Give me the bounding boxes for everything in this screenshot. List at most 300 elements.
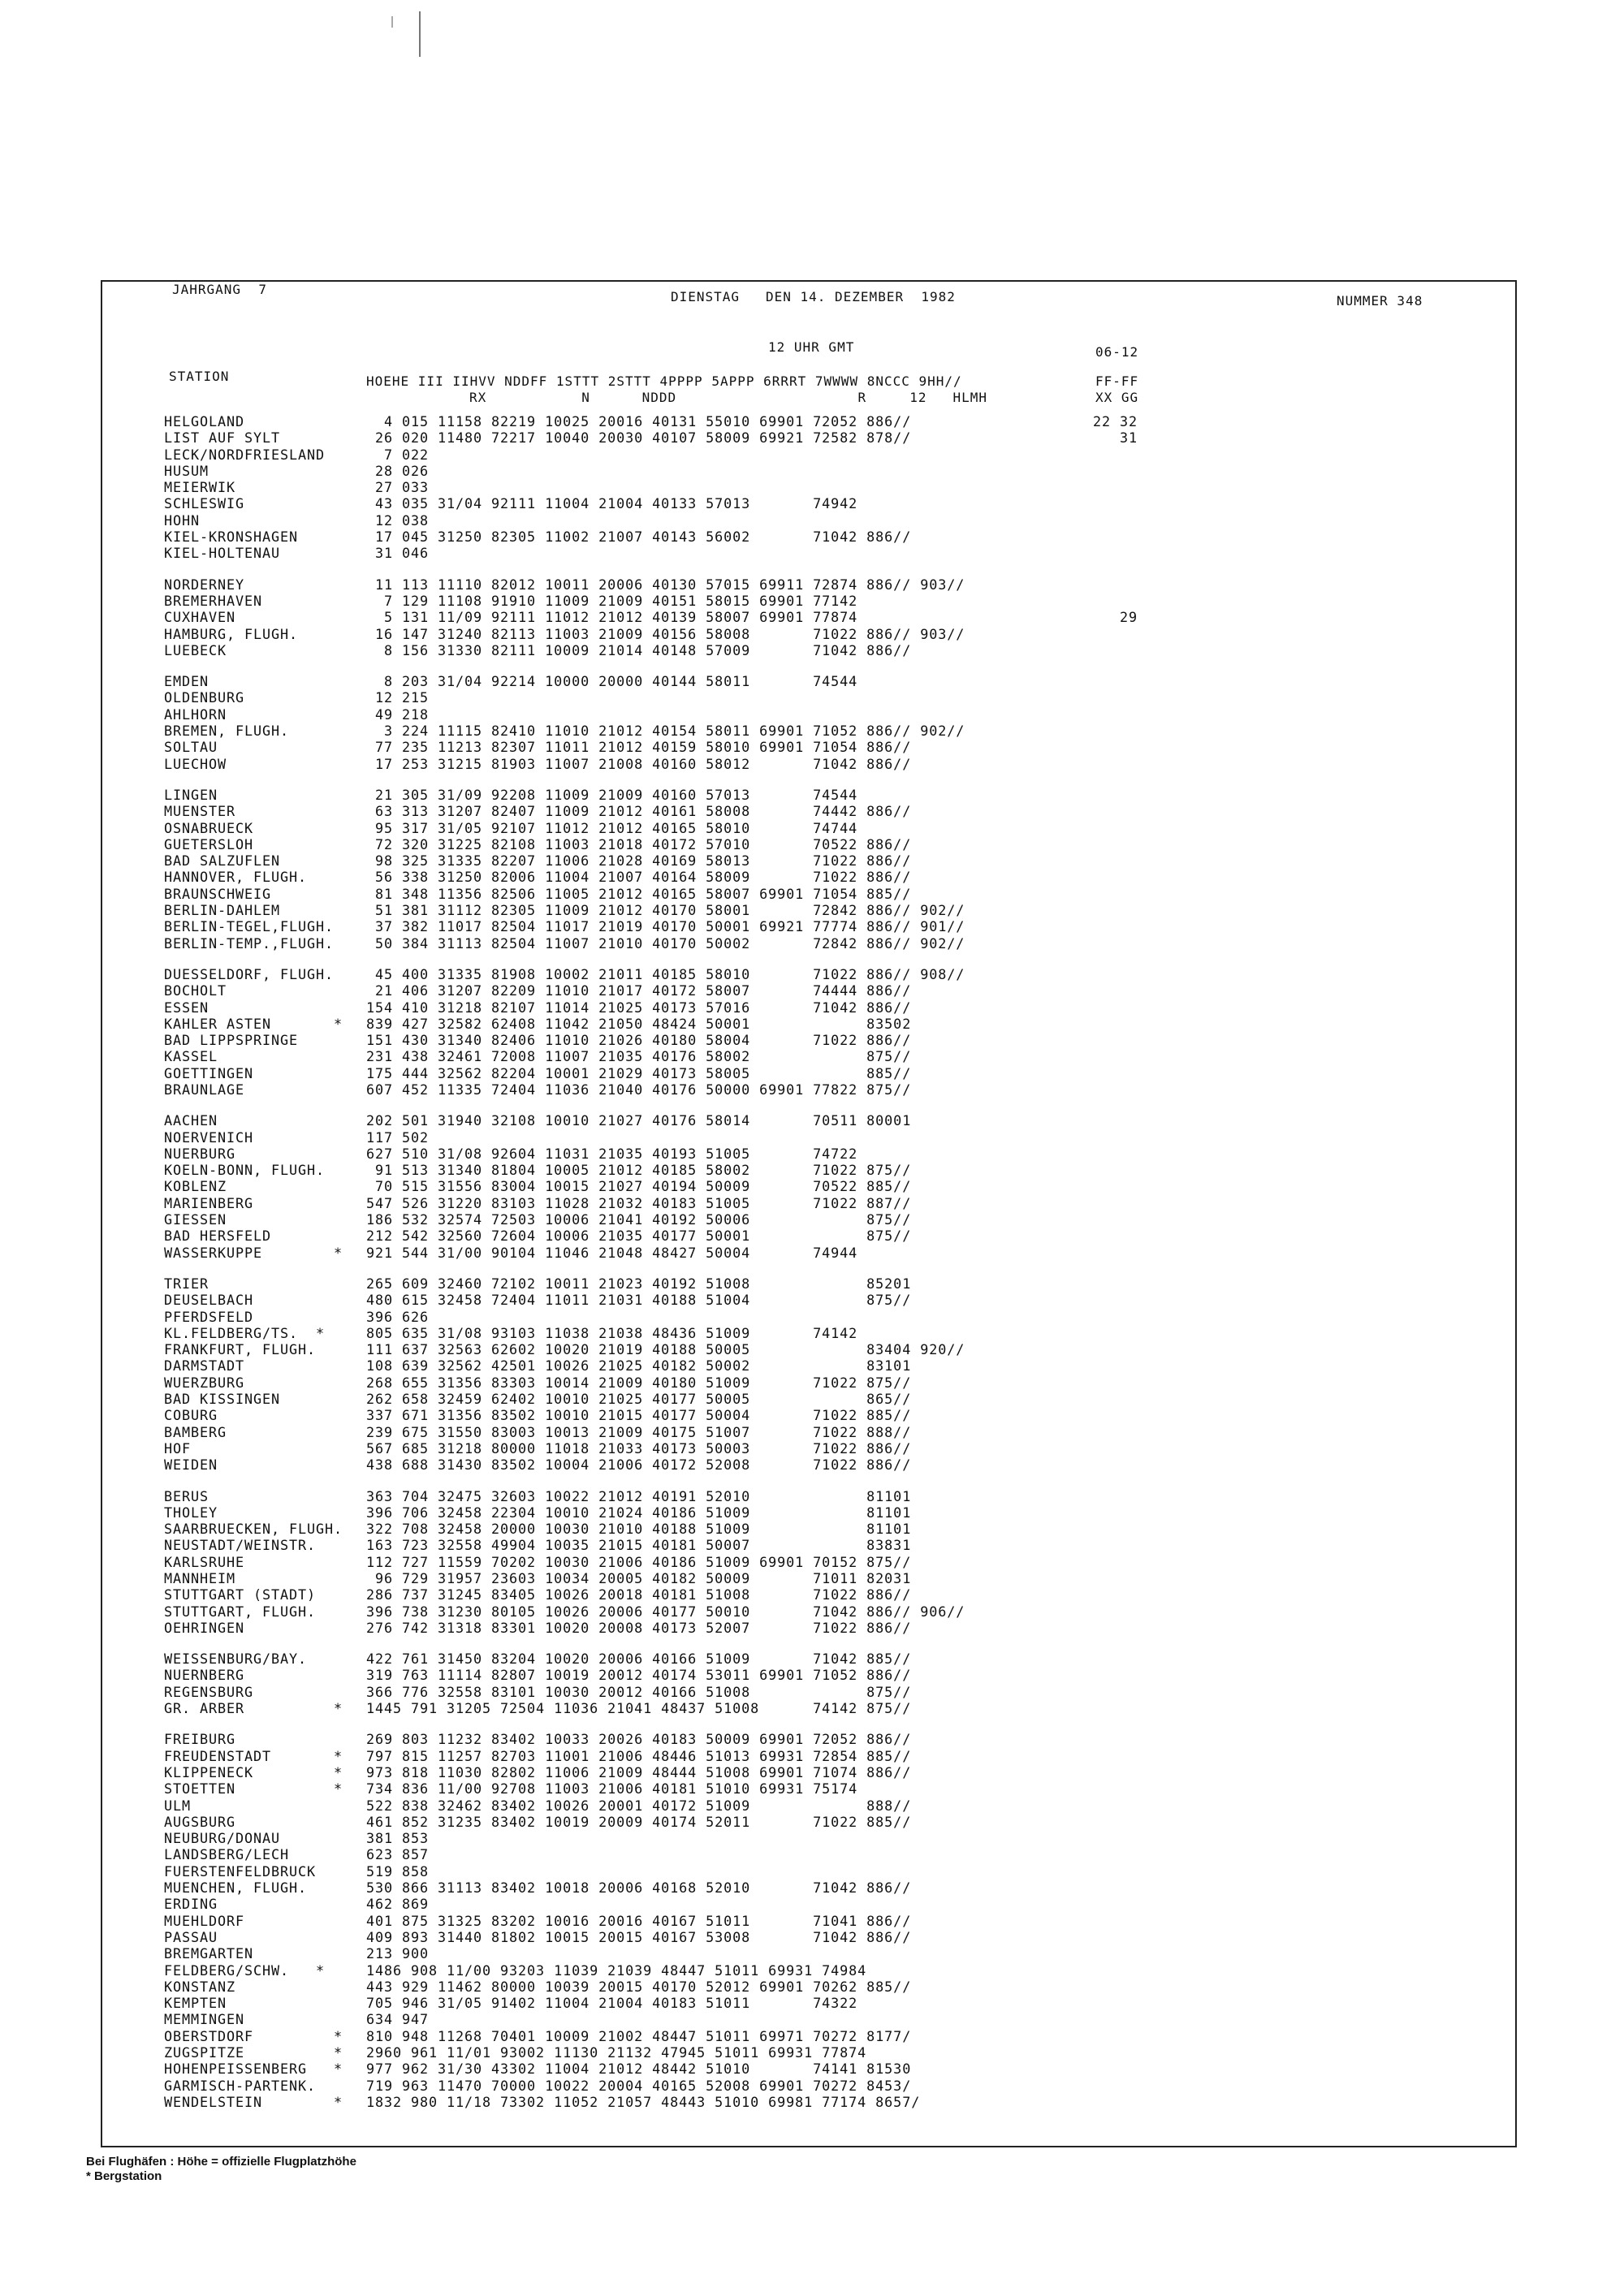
station-gust xyxy=(1093,1684,1138,1700)
station-data: 26 020 11480 72217 10040 20030 40107 58009 69921 72582 878// xyxy=(366,429,912,447)
station-gust xyxy=(1093,852,1138,869)
jahrgang: JAHRGANG 7 xyxy=(172,282,267,297)
station-gust xyxy=(1093,1603,1138,1620)
station-name: ULM xyxy=(164,1797,192,1814)
station-data: 108 639 32562 42501 10026 21025 40182 50002 83101 xyxy=(366,1357,912,1375)
station-gust xyxy=(1093,803,1138,819)
station-name: BRAUNSCHWEIG xyxy=(164,885,272,902)
station-gust xyxy=(1093,1700,1138,1716)
station-gust xyxy=(1093,1275,1138,1292)
station-data: 797 815 11257 82703 11001 21006 48446 51013 69931 72854 885// xyxy=(366,1747,912,1764)
station-gust xyxy=(1093,1798,1138,1814)
station-name: KOBLENZ xyxy=(164,1178,227,1195)
station-name: BOCHOLT xyxy=(164,982,227,999)
station-data: 462 869 xyxy=(366,1896,430,1913)
station-data: 519 858 xyxy=(366,1862,430,1880)
station-data: 422 761 31450 83204 10020 20006 40166 51009 71042 885// xyxy=(366,1651,912,1668)
footnotes xyxy=(86,2155,356,2184)
station-gust xyxy=(1093,545,1138,561)
station-data: 186 532 32574 72503 10006 21041 40192 50006 875// xyxy=(366,1211,912,1228)
station-data: 1445 791 31205 72504 11036 21041 48437 51008 74142 875// xyxy=(366,1700,912,1717)
group-spacer xyxy=(164,1636,343,1651)
station-data: 151 430 31340 82406 11010 21026 40180 58004 71022 886// xyxy=(366,1032,912,1049)
station-name: PFERDSFELD xyxy=(164,1308,254,1325)
station-gust xyxy=(1093,1146,1138,1162)
station-gust xyxy=(1093,593,1138,609)
station-gust xyxy=(1093,1979,1138,1995)
report-sheet xyxy=(101,280,1517,2147)
group-spacer xyxy=(366,1636,965,1651)
station-name: MEMMINGEN xyxy=(164,2011,245,2028)
station-gust xyxy=(1093,529,1138,545)
station-data: 202 501 31940 32108 10010 21027 40176 58014 70511 80001 xyxy=(366,1112,912,1129)
station-gust xyxy=(1093,1896,1138,1912)
station-name: ESSEN xyxy=(164,999,209,1016)
station-name: AUGSBURG xyxy=(164,1813,236,1830)
station-data: 72 320 31225 82108 11003 21018 40172 57010 70522 886// xyxy=(366,835,912,852)
group-spacer xyxy=(1093,1098,1138,1112)
station-data: 50 384 31113 82504 11007 21010 40170 50002 72842 886// 902// xyxy=(366,934,965,952)
station-data: 56 338 31250 82006 11004 21007 40164 58009 71022 886// xyxy=(366,869,912,886)
station-gust xyxy=(1093,1129,1138,1146)
station-gust xyxy=(1093,1245,1138,1261)
station-data: 396 738 31230 80105 10026 20006 40177 50010 71042 886// 906// xyxy=(366,1603,965,1620)
station-name: STUTTGART, FLUGH. xyxy=(164,1603,317,1620)
station-name: AACHEN xyxy=(164,1112,218,1129)
group-spacer xyxy=(164,1716,343,1731)
station-name: LUEBECK xyxy=(164,641,227,658)
station-name: FRANKFURT, FLUGH. xyxy=(164,1341,317,1358)
station-gust xyxy=(1093,1748,1138,1764)
station-gust xyxy=(1093,902,1138,918)
group-spacer xyxy=(366,1474,965,1488)
station-gust xyxy=(1093,1651,1138,1667)
station-gust xyxy=(1093,1488,1138,1504)
station-data: 443 929 11462 80000 10039 20015 40170 52012 69901 70262 885// xyxy=(366,1978,912,1995)
station-data: 31 046 xyxy=(366,545,430,562)
station-data: 607 452 11335 72404 11036 21040 40176 50000 69901 77822 875// xyxy=(366,1081,912,1098)
station-name: HAMBURG, FLUGH. xyxy=(164,625,299,642)
station-gust xyxy=(1093,820,1138,836)
station-gust xyxy=(1093,1341,1138,1357)
station-data: 627 510 31/08 92604 11031 21035 40193 51005 74722 xyxy=(366,1145,858,1162)
station-name: GOETTINGEN xyxy=(164,1064,254,1081)
station-name: MARIENBERG xyxy=(164,1194,254,1211)
station-gust xyxy=(1093,1457,1138,1473)
station-data: 17 253 31215 81903 11007 21008 40160 58012 71042 886// xyxy=(366,755,912,772)
station-gust xyxy=(1093,1620,1138,1636)
station-name: KARLSRUHE xyxy=(164,1553,245,1570)
station-name: OBERSTDORF * xyxy=(164,2027,343,2044)
station-name: STOETTEN * xyxy=(164,1780,343,1798)
station-gust xyxy=(1093,1913,1138,1929)
station-name: OSNABRUECK xyxy=(164,819,254,836)
station-gust xyxy=(1093,1424,1138,1440)
station-data: 49 218 xyxy=(366,706,430,723)
station-name: TRIER xyxy=(164,1275,209,1292)
station-data: 705 946 31/05 91402 11004 21004 40183 51011 74322 xyxy=(366,1995,858,2012)
station-data: 3 224 11115 82410 11010 21012 40154 58011 69901 71052 886// 902// xyxy=(366,723,965,740)
group-spacer xyxy=(164,772,343,787)
group-spacer xyxy=(1093,772,1138,787)
station-data: 366 776 32558 83101 10030 20012 40166 51008 875// xyxy=(366,1683,912,1700)
station-name: HOF xyxy=(164,1439,192,1457)
station-data: 21 305 31/09 92208 11009 21009 40160 57013 74544 xyxy=(366,786,858,803)
group-spacer xyxy=(1093,1261,1138,1275)
station-name: KL.FELDBERG/TS. * xyxy=(164,1324,326,1341)
station-gust xyxy=(1093,479,1138,495)
footnote-airports: Bei Flughäfen : Höhe = offizielle Flugplatzhöhe xyxy=(86,2155,356,2169)
station-gust xyxy=(1093,1731,1138,1747)
station-data: 547 526 31220 83103 11028 21032 40183 51005 71022 887// xyxy=(366,1194,912,1211)
station-data: 276 742 31318 83301 10020 20008 40173 52007 71022 886// xyxy=(366,1619,912,1636)
group-spacer xyxy=(366,562,965,576)
station-gust xyxy=(1093,982,1138,999)
station-name: ZUGSPITZE * xyxy=(164,2044,343,2061)
station-gust xyxy=(1093,2011,1138,2027)
station-name: BAD KISSINGEN xyxy=(164,1391,281,1408)
station-name: KEMPTEN xyxy=(164,1995,227,2012)
station-name: MEIERWIK xyxy=(164,479,236,496)
observation-time: 12 UHR GMT xyxy=(768,339,855,355)
station-gust xyxy=(1093,642,1138,658)
station-data: 734 836 11/00 92708 11003 21006 40181 51010 69931 75174 xyxy=(366,1780,858,1798)
group-spacer xyxy=(164,658,343,673)
station-data: 91 513 31340 81804 10005 21012 40185 58002 71022 875// xyxy=(366,1162,912,1179)
station-data: 27 033 xyxy=(366,479,430,496)
station-name: BERUS xyxy=(164,1487,209,1504)
station-name: GR. ARBER * xyxy=(164,1700,343,1717)
station-data: 239 675 31550 83003 10013 21009 40175 51007 71022 888// xyxy=(366,1423,912,1440)
station-name: NORDERNEY xyxy=(164,576,245,593)
station-gust xyxy=(1093,706,1138,723)
group-spacer xyxy=(1093,658,1138,673)
station-data: 567 685 31218 80000 11018 21033 40173 50003 71022 886// xyxy=(366,1439,912,1457)
station-name: STUTTGART (STADT) xyxy=(164,1586,317,1603)
station-data: 16 147 31240 82113 11003 21009 40156 58008 71022 886// 903// xyxy=(366,625,965,642)
station-gust: 22 32 xyxy=(1093,413,1138,429)
station-gust xyxy=(1093,756,1138,772)
station-gust xyxy=(1093,1292,1138,1308)
station-gust xyxy=(1093,836,1138,852)
station-gust xyxy=(1093,1228,1138,1244)
station-gust xyxy=(1093,1945,1138,1962)
station-data: 70 515 31556 83004 10015 21027 40194 50009 70522 885// xyxy=(366,1178,912,1195)
station-name: OLDENBURG xyxy=(164,689,245,706)
station-gust xyxy=(1093,1357,1138,1374)
station-data: 163 723 32558 49904 10035 21015 40181 50007 83831 xyxy=(366,1537,912,1554)
station-data: 43 035 31/04 92111 11004 21004 40133 57013 74942 xyxy=(366,495,858,512)
station-data: 63 313 31207 82407 11009 21012 40161 58008 74442 886// xyxy=(366,803,912,820)
station-gust xyxy=(1093,1880,1138,1896)
group-spacer xyxy=(164,562,343,576)
station-gust xyxy=(1093,1112,1138,1129)
station-gust xyxy=(1093,2094,1138,2110)
station-name: GUETERSLOH xyxy=(164,835,254,852)
station-gust: 29 xyxy=(1093,609,1138,626)
station-name: BERLIN-TEMP.,FLUGH. xyxy=(164,934,335,952)
station-name: KONSTANZ xyxy=(164,1978,236,1995)
station-name: KASSEL xyxy=(164,1048,218,1065)
station-data: 262 658 32459 62402 10010 21025 40177 50005 865// xyxy=(366,1391,912,1408)
station-data: 154 410 31218 82107 11014 21025 40173 57016 71042 886// xyxy=(366,999,912,1016)
station-gust xyxy=(1093,999,1138,1016)
station-name: HUSUM xyxy=(164,462,209,479)
station-name: BREMGARTEN xyxy=(164,1945,254,1962)
station-gust xyxy=(1093,723,1138,739)
station-data: 8 203 31/04 92214 10000 20000 40144 58011 74544 xyxy=(366,673,858,690)
station-gust xyxy=(1093,869,1138,885)
station-data: 12 215 xyxy=(366,689,430,706)
station-data: 522 838 32462 83402 10026 20001 40172 51009 888// xyxy=(366,1797,912,1814)
station-gust xyxy=(1093,1554,1138,1570)
station-list xyxy=(164,413,343,2110)
station-data: 1486 908 11/00 93203 11039 21039 48447 51011 69931 74984 xyxy=(366,1962,867,1979)
station-name: BRAUNLAGE xyxy=(164,1081,245,1098)
station-name: HELGOLAND xyxy=(164,413,245,429)
station-data: 805 635 31/08 93103 11038 21038 48436 51009 74142 xyxy=(366,1324,858,1341)
station-gust xyxy=(1093,1962,1138,1979)
station-gust xyxy=(1093,1830,1138,1846)
station-name: FREUDENSTADT * xyxy=(164,1747,343,1764)
station-data: 409 893 31440 81802 10015 20015 40167 53008 71042 886// xyxy=(366,1928,912,1945)
station-data: 12 038 xyxy=(366,511,430,529)
group-spacer xyxy=(366,1261,965,1275)
station-name: GARMISCH-PARTENK. xyxy=(164,2077,317,2094)
group-spacer xyxy=(366,772,965,787)
station-name: REGENSBURG xyxy=(164,1683,254,1700)
station-gust xyxy=(1093,463,1138,479)
station-data: 4 015 11158 82219 10025 20016 40131 55010 69901 72052 886// xyxy=(366,413,912,429)
station-name: KIEL-KRONSHAGEN xyxy=(164,529,299,546)
station-data: 322 708 32458 20000 10030 21010 40188 51009 81101 xyxy=(366,1521,912,1538)
station-data: 98 325 31335 82207 11006 21028 40169 58013 71022 886// xyxy=(366,852,912,870)
footnote-mountain: * Bergstation xyxy=(86,2169,162,2183)
station-data: 81 348 11356 82506 11005 21012 40165 58007 69901 71054 885// xyxy=(366,885,912,902)
station-gust xyxy=(1093,918,1138,934)
station-name: OEHRINGEN xyxy=(164,1619,245,1636)
station-data: 37 382 11017 82504 11017 21019 40170 50001 69921 77774 886// 901// xyxy=(366,918,965,935)
station-gust xyxy=(1093,1309,1138,1325)
station-gust xyxy=(1093,1162,1138,1178)
station-gust xyxy=(1093,1016,1138,1032)
station-name: WEISSENBURG/BAY. xyxy=(164,1651,308,1668)
station-data: 401 875 31325 83202 10016 20016 40167 51011 71041 886// xyxy=(366,1912,912,1929)
station-data: 921 544 31/00 90104 11046 21048 48427 50004 74944 xyxy=(366,1244,858,1261)
station-name: SCHLESWIG xyxy=(164,495,245,512)
station-name: BERLIN-TEGEL,FLUGH. xyxy=(164,918,335,935)
station-data: 810 948 11268 70401 10009 21002 48447 51011 69971 70272 8177/ xyxy=(366,2027,912,2044)
station-name: LUECHOW xyxy=(164,755,227,772)
station-name: LIST AUF SYLT xyxy=(164,429,281,447)
station-name: BAD HERSFELD xyxy=(164,1228,272,1245)
station-data: 96 729 31957 23603 10034 20005 40182 50009 71011 82031 xyxy=(366,1570,912,1586)
station-data: 28 026 xyxy=(366,462,430,479)
code-column-header: HOEHE III IIHVV NDDFF 1STTT 2STTT 4PPPP 5APPP 6RRRT 7WWWW 8NCCC 9HH// xyxy=(366,373,962,389)
punch-mark-small xyxy=(391,16,393,28)
station-gust xyxy=(1093,512,1138,529)
station-data: 634 947 xyxy=(366,2011,430,2028)
station-name: DUESSELDORF, FLUGH. xyxy=(164,965,335,982)
station-gust xyxy=(1093,1780,1138,1797)
station-data: 7 022 xyxy=(366,446,430,463)
station-gust xyxy=(1093,1667,1138,1683)
station-data: 21 406 31207 82209 11010 21017 40172 58007 74444 886// xyxy=(366,982,912,999)
station-name: KAHLER ASTEN * xyxy=(164,1015,343,1032)
station-name: NOERVENICH xyxy=(164,1129,254,1146)
station-data: 396 626 xyxy=(366,1308,430,1325)
station-gust xyxy=(1093,1032,1138,1048)
station-gust xyxy=(1093,1065,1138,1081)
station-name: AHLHORN xyxy=(164,706,227,723)
station-gust xyxy=(1093,1048,1138,1064)
station-name: HOHN xyxy=(164,511,201,529)
station-gust xyxy=(1093,1504,1138,1521)
station-gust xyxy=(1093,1846,1138,1862)
issue-number: NUMMER 348 xyxy=(1337,293,1423,309)
station-data: 286 737 31245 83405 10026 20018 40181 51008 71022 886// xyxy=(366,1586,912,1603)
group-spacer xyxy=(1093,1474,1138,1488)
gust-data-list xyxy=(1093,413,1138,2110)
station-gust: 31 xyxy=(1093,429,1138,447)
station-gust xyxy=(1093,1586,1138,1603)
station-name: BAD LIPPSPRINGE xyxy=(164,1032,299,1049)
station-gust xyxy=(1093,966,1138,982)
station-name: LECK/NORDFRIESLAND xyxy=(164,446,326,463)
station-data: 213 900 xyxy=(366,1945,430,1962)
station-gust xyxy=(1093,1407,1138,1423)
group-spacer xyxy=(366,658,965,673)
station-name: PASSAU xyxy=(164,1928,218,1945)
station-data: 973 818 11030 82802 11006 21009 48444 51008 69901 71074 886// xyxy=(366,1763,912,1780)
station-gust xyxy=(1093,886,1138,902)
station-gust xyxy=(1093,1929,1138,1945)
station-data: 839 427 32582 62408 11042 21050 48424 50001 83502 xyxy=(366,1015,912,1032)
group-spacer xyxy=(164,1474,343,1488)
station-name: MUENSTER xyxy=(164,803,236,820)
station-name: NEUBURG/DONAU xyxy=(164,1830,281,1847)
station-name: WASSERKUPPE * xyxy=(164,1244,343,1261)
station-data: 719 963 11470 70000 10022 20004 40165 52008 69901 70272 8453/ xyxy=(366,2077,912,2094)
station-data: 45 400 31335 81908 10002 21011 40185 58010 71022 886// 908// xyxy=(366,965,965,982)
station-name: LINGEN xyxy=(164,786,218,803)
station-name: BREMEN, FLUGH. xyxy=(164,723,290,740)
station-gust xyxy=(1093,2044,1138,2061)
station-gust xyxy=(1093,1863,1138,1880)
group-spacer xyxy=(1093,562,1138,576)
station-name: BAD SALZUFLEN xyxy=(164,852,281,870)
station-gust xyxy=(1093,495,1138,511)
station-name: MANNHEIM xyxy=(164,1570,236,1586)
station-gust xyxy=(1093,689,1138,706)
station-data: 95 317 31/05 92107 11012 21012 40165 58010 74744 xyxy=(366,819,858,836)
station-name: HOHENPEISSENBERG * xyxy=(164,2061,343,2078)
code-column-subheader: RX N NDDD R 12 HLMH xyxy=(469,390,987,405)
station-gust xyxy=(1093,739,1138,755)
station-name: NUERNBERG xyxy=(164,1667,245,1684)
station-name: NEUSTADT/WEINSTR. xyxy=(164,1537,317,1554)
station-data: 5 131 11/09 92111 11012 21012 40139 58007 69901 77874 xyxy=(366,609,858,626)
station-gust xyxy=(1093,2061,1138,2077)
station-gust xyxy=(1093,787,1138,803)
station-name: KLIPPENECK * xyxy=(164,1763,343,1780)
station-data: 337 671 31356 83502 10010 21015 40177 50004 71022 885// xyxy=(366,1407,912,1424)
station-name: KIEL-HOLTENAU xyxy=(164,545,281,562)
observation-period: 06-12 xyxy=(1095,344,1139,360)
station-gust xyxy=(1093,1325,1138,1341)
station-gust xyxy=(1093,447,1138,463)
station-gust xyxy=(1093,2078,1138,2094)
station-gust xyxy=(1093,1195,1138,1211)
station-data: 461 852 31235 83402 10019 20009 40174 52011 71022 885// xyxy=(366,1813,912,1830)
station-gust xyxy=(1093,673,1138,689)
station-name: HANNOVER, FLUGH. xyxy=(164,869,308,886)
group-spacer xyxy=(1093,1716,1138,1731)
station-data: 977 962 31/30 43302 11004 21012 48442 51010 74141 81530 xyxy=(366,2061,912,2078)
station-data: 8 156 31330 82111 10009 21014 40148 57009 71042 886// xyxy=(366,641,912,658)
station-column-header: STATION xyxy=(169,369,230,384)
station-name: COBURG xyxy=(164,1407,218,1424)
group-spacer xyxy=(164,1261,343,1275)
station-name: MUEHLDORF xyxy=(164,1912,245,1929)
station-name: ERDING xyxy=(164,1896,218,1913)
station-data: 11 113 11110 82012 10011 20006 40130 57015 69911 72874 886// 903// xyxy=(366,576,965,593)
station-name: WEIDEN xyxy=(164,1457,218,1474)
station-data: 530 866 31113 83402 10018 20006 40168 52010 71042 886// xyxy=(366,1880,912,1897)
station-data: 77 235 11213 82307 11011 21012 40159 58010 69901 71054 886// xyxy=(366,739,912,756)
station-name: WUERZBURG xyxy=(164,1374,245,1391)
station-data: 381 853 xyxy=(366,1830,430,1847)
station-name: CUXHAVEN xyxy=(164,609,236,626)
station-data: 623 857 xyxy=(366,1846,430,1863)
group-spacer xyxy=(164,1098,343,1112)
station-gust xyxy=(1093,1391,1138,1407)
station-data: 117 502 xyxy=(366,1129,430,1146)
station-name: FREIBURG xyxy=(164,1731,236,1748)
station-name: FUERSTENFELDBRUCK xyxy=(164,1862,317,1880)
synop-data-list xyxy=(366,413,965,2110)
station-gust xyxy=(1093,1995,1138,2011)
station-gust xyxy=(1093,1570,1138,1586)
punch-mark xyxy=(419,11,421,57)
station-name: SAARBRUECKEN, FLUGH. xyxy=(164,1521,343,1538)
station-name: FELDBERG/SCHW. * xyxy=(164,1962,326,1979)
ff-column-header: FF-FF xyxy=(1095,373,1139,389)
station-data: 111 637 32563 62602 10020 21019 40188 50005 83404 920// xyxy=(366,1341,965,1358)
station-data: 175 444 32562 82204 10001 21029 40173 58005 885// xyxy=(366,1064,912,1081)
station-gust xyxy=(1093,1440,1138,1457)
station-data: 7 129 11108 91910 11009 21009 40151 58015 69901 77142 xyxy=(366,592,858,609)
station-name: BERLIN-DAHLEM xyxy=(164,902,281,919)
ff-column-subheader: XX GG xyxy=(1095,390,1139,405)
station-gust xyxy=(1093,1521,1138,1537)
station-name: LANDSBERG/LECH xyxy=(164,1846,290,1863)
station-gust xyxy=(1093,626,1138,642)
station-data: 112 727 11559 70202 10030 21006 40186 51009 69901 70152 875// xyxy=(366,1553,912,1570)
station-name: KOELN-BONN, FLUGH. xyxy=(164,1162,326,1179)
station-gust xyxy=(1093,1764,1138,1780)
station-name: THOLEY xyxy=(164,1504,218,1521)
station-gust xyxy=(1093,1178,1138,1194)
station-name: DARMSTADT xyxy=(164,1357,245,1375)
group-spacer xyxy=(366,952,965,966)
station-data: 363 704 32475 32603 10022 21012 40191 52010 81101 xyxy=(366,1487,912,1504)
report-date: DIENSTAG DEN 14. DEZEMBER 1982 xyxy=(671,289,956,304)
station-gust xyxy=(1093,1375,1138,1391)
station-data: 212 542 32560 72604 10006 21035 40177 50001 875// xyxy=(366,1228,912,1245)
station-name: SOLTAU xyxy=(164,739,218,756)
station-gust xyxy=(1093,1211,1138,1228)
